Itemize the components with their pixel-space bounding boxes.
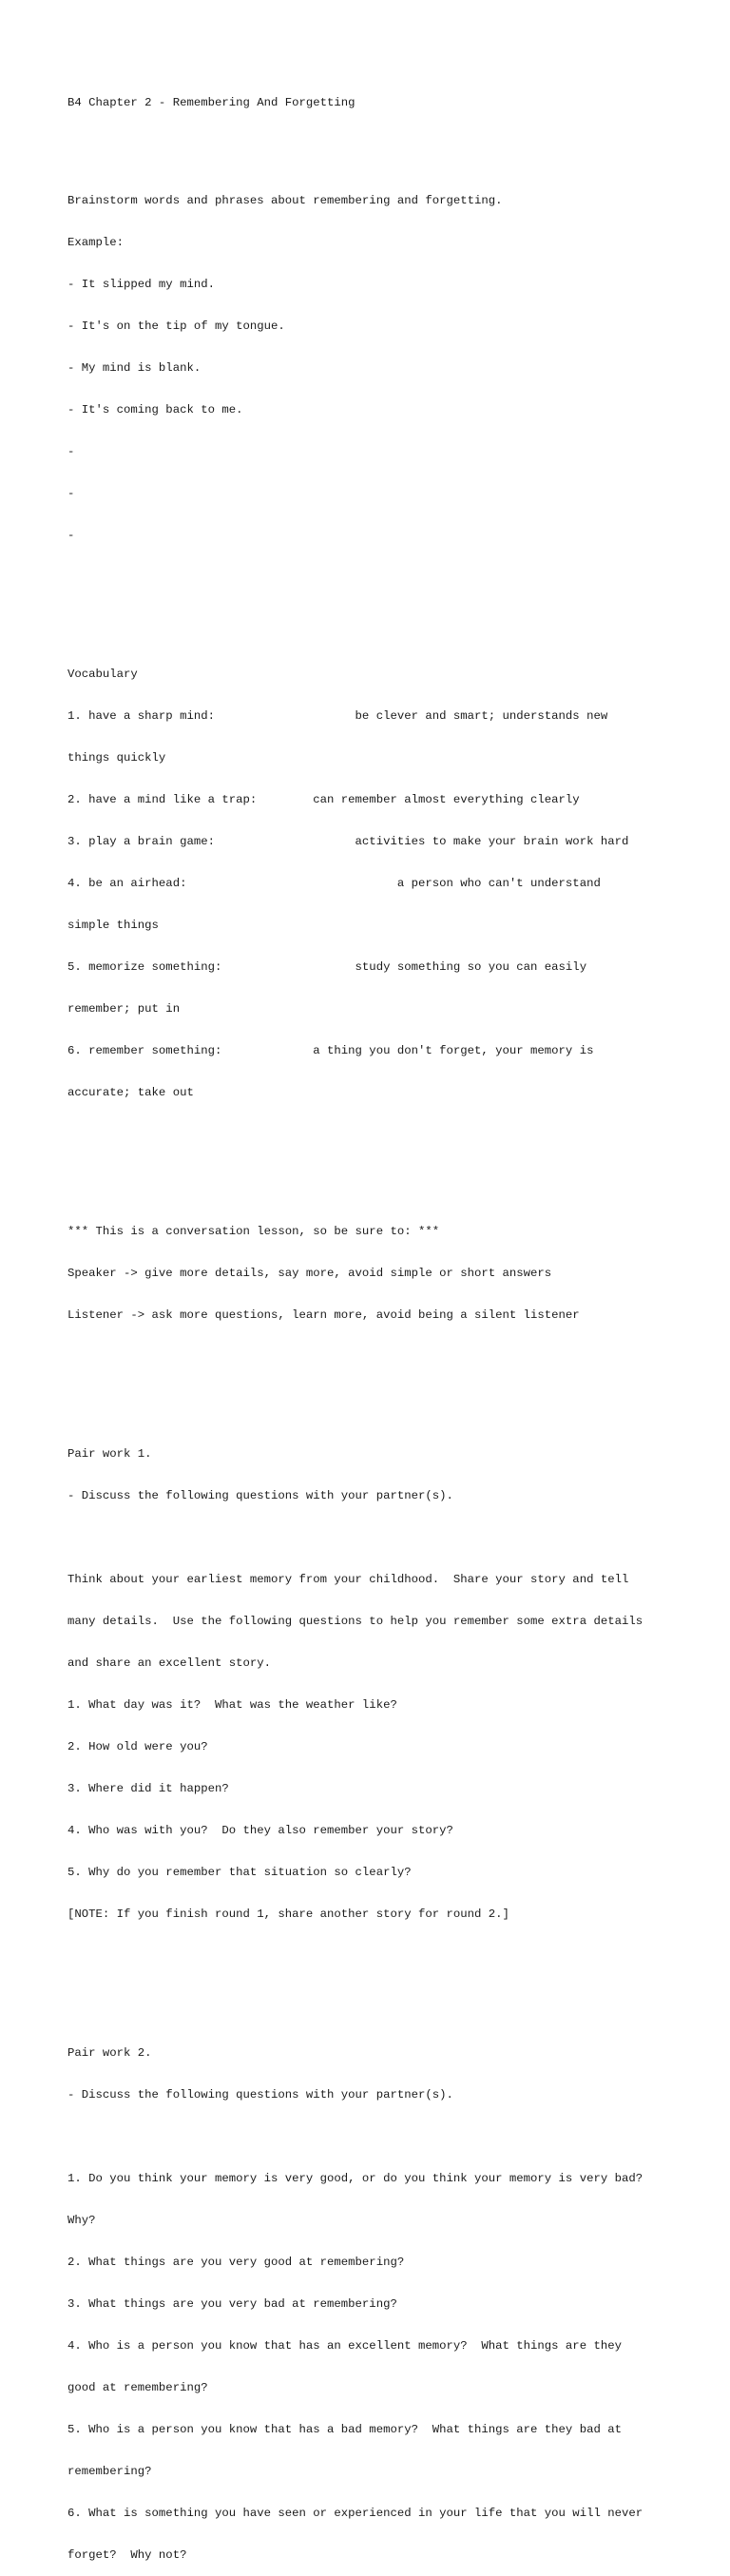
blank-line xyxy=(67,611,695,626)
blank-line xyxy=(67,1169,695,1183)
pair-work-1-question: 1. What day was it? What was the weather like? xyxy=(67,1698,397,1713)
vocabulary-line: 5. memorize something: study something so you can easily xyxy=(67,959,587,974)
example-label: Example: xyxy=(67,235,125,249)
pair-work-1-question: 5. Why do you remember that situation so clearly? xyxy=(67,1866,412,1880)
blank-line xyxy=(67,1531,695,1545)
pair-work-2-question: Why? xyxy=(67,2214,96,2228)
pair-work-2-question: 1. Do you think your memory is very good, or do you think your memory is very bad? xyxy=(67,2172,644,2186)
brainstorm-intro: Brainstorm words and phrases about remembering and forgetting. xyxy=(67,193,503,207)
pair-work-1-question: 4. Who was with you? Do they also remember your story? xyxy=(67,1824,453,1838)
pair-work-1-note: [NOTE: If you finish round 1, share another story for round 2.] xyxy=(67,1907,509,1921)
pair-work-2-instruction: - Discuss the following questions with your partner(s). xyxy=(67,2088,453,2102)
brainstorm-item: - My mind is blank. xyxy=(67,360,202,375)
pair-work-2-question: forget? Why not? xyxy=(67,2547,187,2562)
vocabulary-line: simple things xyxy=(67,918,159,932)
blank-line xyxy=(67,138,695,152)
vocabulary-line: 6. remember something: a thing you don't forget, your memory is xyxy=(67,1043,594,1057)
conversation-note-title: *** This is a conversation lesson, so be sure to: *** xyxy=(67,1225,440,1239)
brainstorm-item-empty: - xyxy=(67,486,75,500)
pair-work-2-question: 3. What things are you very bad at remembering? xyxy=(67,2297,397,2312)
brainstorm-item-empty: - xyxy=(67,528,75,542)
pair-work-2-question: 2. What things are you very good at remembering? xyxy=(67,2256,405,2270)
document-title: B4 Chapter 2 - Remembering And Forgetting xyxy=(67,96,355,110)
blank-line xyxy=(67,1392,695,1406)
vocabulary-line: 4. be an airhead: a person who can't understand xyxy=(67,876,601,890)
blank-line xyxy=(67,1350,695,1365)
vocabulary-line: remember; put in xyxy=(67,1001,181,1016)
vocabulary-line: 3. play a brain game: activities to make your brain work hard xyxy=(67,834,629,848)
pair-work-2-question: 4. Who is a person you know that has an excellent memory? What things are they xyxy=(67,2339,622,2353)
blank-line xyxy=(67,1949,695,1964)
vocabulary-line: accurate; take out xyxy=(67,1085,194,1099)
pair-work-2-question: 5. Who is a person you know that has a bad memory? What things are they bad at xyxy=(67,2423,622,2437)
conversation-note-speaker: Speaker -> give more details, say more, avoid simple or short answers xyxy=(67,1267,552,1281)
vocabulary-heading: Vocabulary xyxy=(67,668,138,682)
vocabulary-line: things quickly xyxy=(67,750,166,765)
brainstorm-item: - It's coming back to me. xyxy=(67,402,243,416)
pair-work-1-intro: many details. Use the following questions to help you remember some extra details xyxy=(67,1615,644,1629)
pair-work-1-heading: Pair work 1. xyxy=(67,1447,152,1462)
pair-work-1-intro: Think about your earliest memory from your childhood. Share your story and tell xyxy=(67,1573,629,1587)
blank-line xyxy=(67,1991,695,2005)
pair-work-1-question: 2. How old were you? xyxy=(67,1740,208,1754)
pair-work-1-intro: and share an excellent story. xyxy=(67,1656,272,1671)
pair-work-2-question: good at remembering? xyxy=(67,2381,208,2395)
blank-line xyxy=(67,1128,695,1142)
vocabulary-line: 2. have a mind like a trap: can remember almost everything clearly xyxy=(67,792,580,806)
pair-work-2-question: remembering? xyxy=(67,2465,152,2479)
pair-work-1-question: 3. Where did it happen? xyxy=(67,1782,229,1796)
blank-line xyxy=(67,2130,695,2144)
brainstorm-item-empty: - xyxy=(67,444,75,458)
brainstorm-item: - It slipped my mind. xyxy=(67,277,215,291)
document-body xyxy=(67,68,695,2576)
vocabulary-line: 1. have a sharp mind: be clever and smart; understands new xyxy=(67,708,608,723)
conversation-note-listener: Listener -> ask more questions, learn more, avoid being a silent listener xyxy=(67,1307,580,1322)
blank-line xyxy=(67,570,695,584)
pair-work-1-instruction: - Discuss the following questions with your partner(s). xyxy=(67,1489,453,1503)
pair-work-2-heading: Pair work 2. xyxy=(67,2046,152,2061)
pair-work-2-question: 6. What is something you have seen or experienced in your life that you will never xyxy=(67,2506,644,2520)
brainstorm-item: - It's on the tip of my tongue. xyxy=(67,319,285,333)
